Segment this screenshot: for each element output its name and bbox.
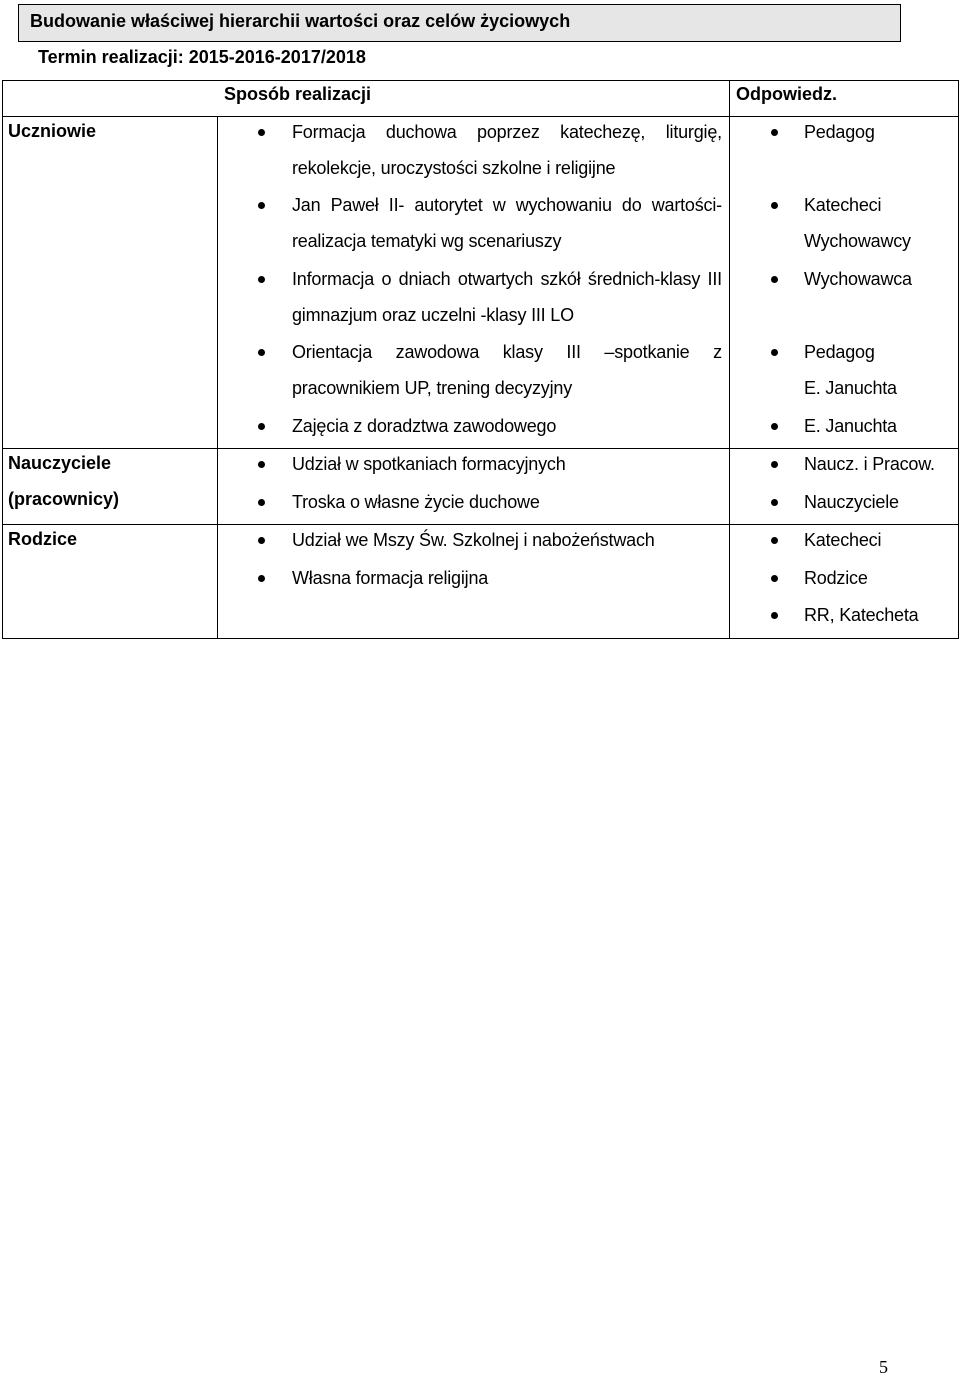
- responsible-text: Wychowawca: [804, 269, 912, 289]
- responsible-text: Katecheci: [804, 195, 882, 215]
- item-line: Troska o własne życie duchowe: [292, 492, 540, 512]
- table-divider-parents: [2, 524, 959, 525]
- item-line-justified: Jan Paweł II- autorytet w wychowaniu do wartości-: [292, 195, 722, 215]
- table-border-top: [2, 80, 959, 81]
- table-divider-teachers: [2, 448, 959, 449]
- responsible-text: E. Januchta: [804, 416, 897, 436]
- responsible-text: RR, Katecheta: [804, 605, 919, 625]
- item-line: Udział w spotkaniach formacyjnych: [292, 454, 566, 474]
- bullet-icon: [258, 349, 265, 356]
- responsible-text: E. Januchta: [804, 378, 897, 398]
- bullet-icon: [258, 423, 265, 430]
- column-header-method: Sposób realizacji: [224, 84, 372, 104]
- table-border-left: [2, 80, 3, 639]
- responsible-text: Wychowawcy: [804, 231, 911, 251]
- item-line-justified: Informacja o dniach otwartych szkół średnich-klasy III: [292, 269, 722, 289]
- column-header-responsible: Odpowiedz.: [736, 84, 837, 104]
- item-line: Własna formacja religijna: [292, 568, 489, 588]
- bullet-icon: [771, 612, 778, 619]
- responsible-text: Pedagog: [804, 342, 875, 362]
- bullet-icon: [258, 276, 265, 283]
- bullet-icon: [258, 202, 265, 209]
- item-line: Udział we Mszy Św. Szkolnej i nabożeństwach: [292, 530, 655, 550]
- section-title: Budowanie właściwej hierarchii wartości oraz celów życiowych: [30, 11, 571, 31]
- table-border-bottom: [2, 638, 959, 639]
- bullet-icon: [771, 537, 778, 544]
- section-title-box: [18, 4, 901, 42]
- item-line-justified: Orientacja zawodowa klasy III –spotkanie z: [292, 342, 722, 362]
- bullet-icon: [258, 129, 265, 136]
- responsible-text: Naucz. i Pracow.: [804, 454, 935, 474]
- bullet-icon: [258, 499, 265, 506]
- bullet-icon: [258, 537, 265, 544]
- table-column-divider-1: [217, 116, 218, 639]
- table-header-divider: [2, 116, 959, 117]
- bullet-icon: [771, 276, 778, 283]
- bullet-icon: [771, 129, 778, 136]
- table-column-divider-2: [729, 80, 730, 639]
- group-label-students: Uczniowie: [8, 121, 97, 141]
- page-number: 5: [879, 1357, 888, 1377]
- item-line: rekolekcje, uroczystości szkolne i religijne: [292, 158, 616, 178]
- responsible-text: Rodzice: [804, 568, 868, 588]
- responsible-text: Katecheci: [804, 530, 882, 550]
- group-label-parents: Rodzice: [8, 529, 78, 549]
- bullet-icon: [258, 461, 265, 468]
- responsible-text: Pedagog: [804, 122, 875, 142]
- bullet-icon: [771, 461, 778, 468]
- item-line: realizacja tematyki wg scenariuszy: [292, 231, 562, 251]
- bullet-icon: [771, 499, 778, 506]
- item-line: Zajęcia z doradztwa zawodowego: [292, 416, 557, 436]
- bullet-icon: [258, 575, 265, 582]
- item-line: pracownikiem UP, trening decyzyjny: [292, 378, 572, 398]
- bullet-icon: [771, 202, 778, 209]
- group-label-teachers-sub: (pracownicy): [8, 489, 120, 509]
- item-line: gimnazjum oraz uczelni -klasy III LO: [292, 305, 574, 325]
- table-border-right: [958, 80, 959, 639]
- bullet-icon: [771, 423, 778, 430]
- item-line-justified: Formacja duchowa poprzez katechezę, liturgię,: [292, 122, 722, 142]
- term-label: Termin realizacji: 2015-2016-2017/2018: [38, 47, 366, 67]
- group-label-teachers: Nauczyciele: [8, 453, 112, 473]
- bullet-icon: [771, 575, 778, 582]
- responsible-text: Nauczyciele: [804, 492, 899, 512]
- bullet-icon: [771, 349, 778, 356]
